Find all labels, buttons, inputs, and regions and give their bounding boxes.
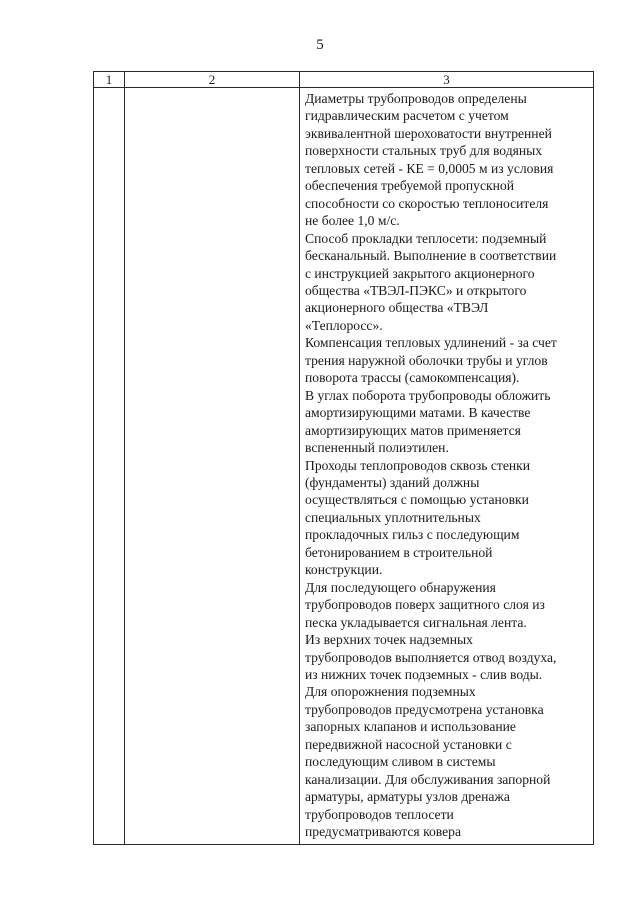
description-line: амортизирующих матов применяется [305,422,521,438]
description-line: арматуры, арматуры узлов дренажа [305,789,510,805]
description-line: предусматриваются ковера [305,824,461,840]
table-cell-column-1 [94,88,125,845]
description-line: бетонированием в строительной [305,544,493,560]
description-line: «Теплоросс». [305,317,383,333]
description-line: Способ прокладки теплосети: подземный [305,230,547,246]
description-line: песка укладывается сигнальная лента. [305,614,527,630]
description-line: из нижних точек подземных - слив воды. [305,666,543,682]
description-line: способности со скоростью теплоносителя [305,195,549,211]
description-line: обеспечения требуемой пропускной [305,178,514,194]
description-text [300,88,593,840]
description-line: трения наружной оболочки трубы и углов [305,352,548,368]
description-line: осуществляться с помощью установки [305,492,529,508]
table-header-row [94,72,594,88]
table-cell-column-3 [300,88,594,845]
description-line: поверхности стальных труб для водяных [305,143,543,159]
description-line: с инструкцией закрытого акционерного [305,265,535,281]
description-line: специальных уплотнительных [305,509,481,525]
description-line: трубопроводов предусмотрена установка [305,701,544,717]
description-line: общества «ТВЭЛ-ПЭКС» и открытого [305,282,527,298]
table-cell-column-2 [125,88,300,845]
description-line: акционерного общества «ТВЭЛ [305,300,489,316]
column-header-2: 2 [125,72,300,88]
description-line: поворота трассы (самокомпенсация). [305,370,520,386]
specification-table [93,71,594,845]
description-line: Компенсация тепловых удлинений - за счет [305,335,557,351]
description-line: Диаметры трубопроводов определены [305,91,527,106]
description-line: запорных клапанов и использование [305,719,516,735]
description-line: тепловых сетей - КЕ = 0,0005 м из условия [305,160,554,176]
description-line: Проходы теплопроводов сквозь стенки [305,457,531,473]
description-line: конструкции. [305,562,383,578]
description-line: канализации. Для обслуживания запорной [305,771,551,787]
description-line: Из верхних точек надземных [305,632,473,648]
description-line: трубопроводов поверх защитного слоя из [305,597,545,613]
description-line: Для последующего обнаружения [305,579,496,595]
description-line: амортизирующими матами. В качестве [305,405,531,421]
description-line: В углах поборота трубопроводы обложить [305,387,551,403]
description-line: Для опорожнения подземных [305,684,476,700]
description-line: вспененный полиэтилен. [305,440,449,456]
description-line: гидравлическим расчетом с учетом [305,108,509,124]
description-line: трубопроводов теплосети [305,806,454,822]
description-line: эквивалентной шероховатости внутренней [305,125,552,141]
description-line: не более 1,0 м/с. [305,213,400,229]
description-line: последующим сливом в системы [305,754,496,770]
column-header-1: 1 [94,72,125,88]
description-line: передвижной насосной установки с [305,736,512,752]
column-header-3: 3 [300,72,594,88]
description-line: (фундаменты) зданий должны [305,474,480,490]
description-line: бесканальный. Выполнение в соответствии [305,248,557,264]
description-line: прокладочных гильз с последующим [305,527,520,543]
description-line: трубопроводов выполняется отвод воздуха, [305,649,557,665]
page-number: 5 [316,37,324,53]
table-row [94,88,594,845]
